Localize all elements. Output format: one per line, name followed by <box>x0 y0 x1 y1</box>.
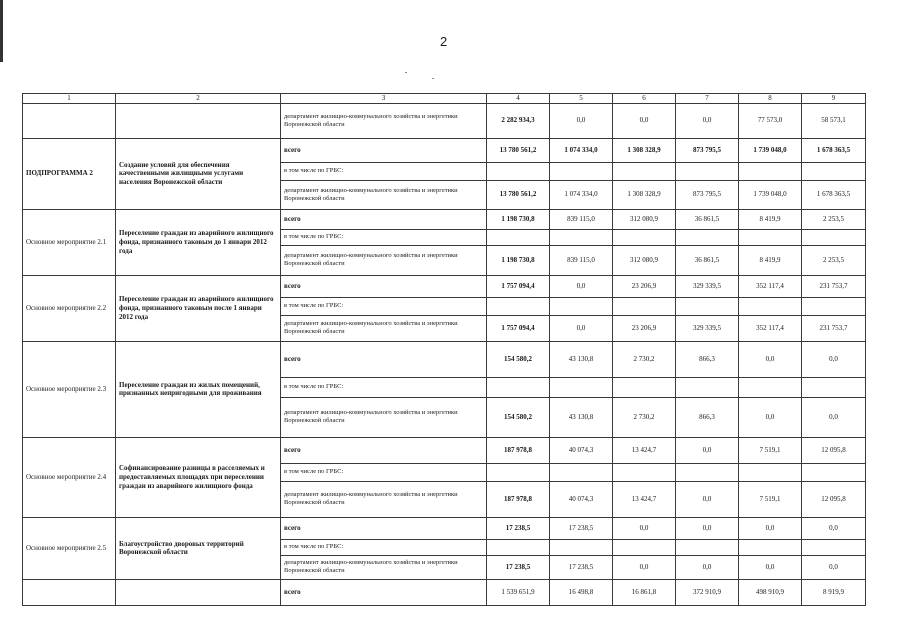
year-value <box>613 229 676 245</box>
scan-speck <box>405 72 407 73</box>
year-value <box>676 463 739 481</box>
scan-edge-mark <box>0 0 3 62</box>
year-value: 0,0 <box>802 555 866 579</box>
year-value <box>550 229 613 245</box>
executor-label: департамент жилищно-коммунального хозяйства и энергетики Воронежской области <box>281 397 487 437</box>
year-value: 312 080,9 <box>613 209 676 229</box>
breakdown-label: в том числе по ГРБС: <box>281 162 487 180</box>
year-value: 498 910,9 <box>739 579 802 605</box>
year-value: 0,0 <box>550 103 613 138</box>
empty-cell <box>116 103 281 138</box>
program-code: Основное мероприятие 2.2 <box>23 275 116 341</box>
year-value: 7 519,1 <box>739 437 802 463</box>
total-value: 1 198 730,8 <box>487 209 550 229</box>
column-header-row <box>23 94 866 104</box>
year-value: 23 206,9 <box>613 315 676 341</box>
year-value: 0,0 <box>613 517 676 539</box>
total-value: 1 539 651,9 <box>487 579 550 605</box>
empty-cell <box>23 103 116 138</box>
year-value: 77 573,0 <box>739 103 802 138</box>
total-value: 1 757 094,4 <box>487 275 550 297</box>
program-name: Софинансирование разницы в расселяемых и предоставляемых площадях при переселении граждан из аварийного жилищного фонда <box>116 437 281 517</box>
year-value: 873 795,5 <box>676 138 739 162</box>
year-value <box>802 297 866 315</box>
year-value: 0,0 <box>613 555 676 579</box>
total-value: 13 780 561,2 <box>487 138 550 162</box>
year-value <box>550 539 613 555</box>
year-value <box>613 377 676 397</box>
year-value: 0,0 <box>550 315 613 341</box>
year-value: 352 117,4 <box>739 275 802 297</box>
total-value <box>487 297 550 315</box>
year-value: 0,0 <box>739 517 802 539</box>
total-label: всего <box>281 341 487 377</box>
year-value: 0,0 <box>739 397 802 437</box>
year-value: 58 573,1 <box>802 103 866 138</box>
year-value: 43 130,8 <box>550 341 613 377</box>
year-value <box>676 229 739 245</box>
year-value: 12 095,8 <box>802 437 866 463</box>
scan-speck <box>432 78 434 79</box>
total-label: всего <box>281 437 487 463</box>
year-value: 8 919,9 <box>802 579 866 605</box>
year-value <box>676 539 739 555</box>
total-value: 154 580,2 <box>487 341 550 377</box>
column-header: 6 <box>613 94 676 104</box>
year-value: 0,0 <box>739 555 802 579</box>
total-label: всего <box>281 517 487 539</box>
empty-cell <box>116 579 281 605</box>
total-value: 187 978,8 <box>487 481 550 517</box>
year-value: 0,0 <box>739 341 802 377</box>
year-value <box>802 539 866 555</box>
year-value <box>739 539 802 555</box>
year-value <box>739 162 802 180</box>
table-row <box>23 517 866 539</box>
year-value: 16 498,8 <box>550 579 613 605</box>
year-value <box>613 539 676 555</box>
year-value: 312 080,9 <box>613 245 676 275</box>
total-value <box>487 539 550 555</box>
column-header: 9 <box>802 94 866 104</box>
program-code: ПОДПРОГРАММА 2 <box>23 138 116 209</box>
column-header: 1 <box>23 94 116 104</box>
program-name: Переселение граждан из жилых помещений, признанных непригодными для проживания <box>116 341 281 437</box>
year-value: 7 519,1 <box>739 481 802 517</box>
executor-label: департамент жилищно-коммунального хозяйства и энергетики Воронежской области <box>281 481 487 517</box>
year-value: 0,0 <box>802 517 866 539</box>
year-value <box>802 463 866 481</box>
column-header: 5 <box>550 94 613 104</box>
breakdown-label: в том числе по ГРБС: <box>281 229 487 245</box>
total-value: 1 198 730,8 <box>487 245 550 275</box>
year-value: 873 795,5 <box>676 180 739 209</box>
year-value <box>802 162 866 180</box>
year-value: 13 424,7 <box>613 437 676 463</box>
breakdown-label: в том числе по ГРБС: <box>281 377 487 397</box>
table-row <box>23 437 866 463</box>
year-value: 8 419,9 <box>739 245 802 275</box>
year-value: 231 753,7 <box>802 275 866 297</box>
total-label: всего <box>281 579 487 605</box>
year-value: 23 206,9 <box>613 275 676 297</box>
total-value: 187 978,8 <box>487 437 550 463</box>
year-value: 2 253,5 <box>802 245 866 275</box>
year-value <box>739 463 802 481</box>
year-value <box>550 377 613 397</box>
program-code: Основное мероприятие 2.5 <box>23 517 116 579</box>
total-label: всего <box>281 138 487 162</box>
year-value: 0,0 <box>802 397 866 437</box>
program-name: Создание условий для обеспечения качественными жилищными услугами населения Воронежской области <box>116 138 281 209</box>
year-value: 16 861,8 <box>613 579 676 605</box>
year-value <box>739 297 802 315</box>
empty-cell <box>23 579 116 605</box>
year-value: 43 130,8 <box>550 397 613 437</box>
total-value: 154 580,2 <box>487 397 550 437</box>
total-value <box>487 463 550 481</box>
total-value: 13 780 561,2 <box>487 180 550 209</box>
year-value <box>676 297 739 315</box>
year-value: 1 678 363,5 <box>802 180 866 209</box>
year-value <box>550 297 613 315</box>
program-name: Переселение граждан из аварийного жилищного фонда, признанного таковым после 1 январи 2012 года <box>116 275 281 341</box>
year-value: 866,3 <box>676 397 739 437</box>
program-name: Благоустройство дворовых территорий Воронежской области <box>116 517 281 579</box>
year-value: 0,0 <box>676 481 739 517</box>
table-row <box>23 579 866 605</box>
total-value <box>487 229 550 245</box>
executor-label: департамент жилищно-коммунального хозяйства и энергетики Воронежской области <box>281 555 487 579</box>
breakdown-label: в том числе по ГРБС: <box>281 297 487 315</box>
column-header: 4 <box>487 94 550 104</box>
column-header: 2 <box>116 94 281 104</box>
year-value: 372 910,9 <box>676 579 739 605</box>
year-value: 1 678 363,5 <box>802 138 866 162</box>
table-row <box>23 103 866 138</box>
year-value: 329 339,5 <box>676 315 739 341</box>
year-value: 1 074 334,0 <box>550 180 613 209</box>
total-value: 1 757 094,4 <box>487 315 550 341</box>
year-value: 0,0 <box>550 275 613 297</box>
year-value: 17 238,5 <box>550 555 613 579</box>
total-value <box>487 377 550 397</box>
total-value <box>487 162 550 180</box>
executor-label: департамент жилищно-коммунального хозяйства и энергетики Воронежской области <box>281 315 487 341</box>
page-number: 2 <box>440 34 448 49</box>
year-value: 231 753,7 <box>802 315 866 341</box>
year-value: 13 424,7 <box>613 481 676 517</box>
table-row <box>23 138 866 162</box>
year-value <box>739 377 802 397</box>
year-value: 1 308 328,9 <box>613 138 676 162</box>
year-value: 0,0 <box>676 555 739 579</box>
year-value: 0,0 <box>802 341 866 377</box>
total-value: 17 238,5 <box>487 517 550 539</box>
executor-label: департамент жилищно-коммунального хозяйства и энергетики Воронежской области <box>281 103 487 138</box>
year-value: 0,0 <box>676 103 739 138</box>
table-row <box>23 275 866 297</box>
year-value: 1 739 048,0 <box>739 180 802 209</box>
year-value: 352 117,4 <box>739 315 802 341</box>
year-value: 2 253,5 <box>802 209 866 229</box>
year-value: 17 238,5 <box>550 517 613 539</box>
year-value: 839 115,0 <box>550 245 613 275</box>
year-value: 40 074,3 <box>550 437 613 463</box>
year-value: 839 115,0 <box>550 209 613 229</box>
breakdown-label: в том числе по ГРБС: <box>281 539 487 555</box>
year-value <box>613 297 676 315</box>
budget-table <box>22 93 866 606</box>
year-value: 1 739 048,0 <box>739 138 802 162</box>
year-value: 866,3 <box>676 341 739 377</box>
table-row <box>23 341 866 377</box>
year-value: 1 308 328,9 <box>613 180 676 209</box>
year-value: 0,0 <box>676 517 739 539</box>
year-value <box>613 463 676 481</box>
table-row <box>23 209 866 229</box>
year-value: 329 339,5 <box>676 275 739 297</box>
program-code: Основное мероприятие 2.3 <box>23 341 116 437</box>
total-value: 17 238,5 <box>487 555 550 579</box>
year-value: 36 861,5 <box>676 209 739 229</box>
year-value <box>676 377 739 397</box>
column-header: 3 <box>281 94 487 104</box>
breakdown-label: в том числе по ГРБС: <box>281 463 487 481</box>
year-value: 12 095,8 <box>802 481 866 517</box>
year-value: 0,0 <box>613 103 676 138</box>
program-code: Основное мероприятие 2.1 <box>23 209 116 275</box>
executor-label: департамент жилищно-коммунального хозяйства и энергетики Воронежской области <box>281 245 487 275</box>
column-header: 7 <box>676 94 739 104</box>
year-value: 36 861,5 <box>676 245 739 275</box>
year-value <box>676 162 739 180</box>
year-value <box>739 229 802 245</box>
total-label: всего <box>281 275 487 297</box>
program-name: Переселение граждан из аварийного жилищного фонда, признанного таковым до 1 январи 2012 года <box>116 209 281 275</box>
year-value <box>802 377 866 397</box>
year-value: 8 419,9 <box>739 209 802 229</box>
column-header: 8 <box>739 94 802 104</box>
executor-label: департамент жилищно-коммунального хозяйства и энергетики Воронежской области <box>281 180 487 209</box>
year-value: 0,0 <box>676 437 739 463</box>
year-value <box>802 229 866 245</box>
total-value: 2 282 934,3 <box>487 103 550 138</box>
year-value <box>550 162 613 180</box>
year-value: 40 074,3 <box>550 481 613 517</box>
program-code: Основное мероприятие 2.4 <box>23 437 116 517</box>
year-value: 2 730,2 <box>613 341 676 377</box>
year-value: 2 730,2 <box>613 397 676 437</box>
year-value <box>613 162 676 180</box>
year-value: 1 074 334,0 <box>550 138 613 162</box>
total-label: всего <box>281 209 487 229</box>
year-value <box>550 463 613 481</box>
